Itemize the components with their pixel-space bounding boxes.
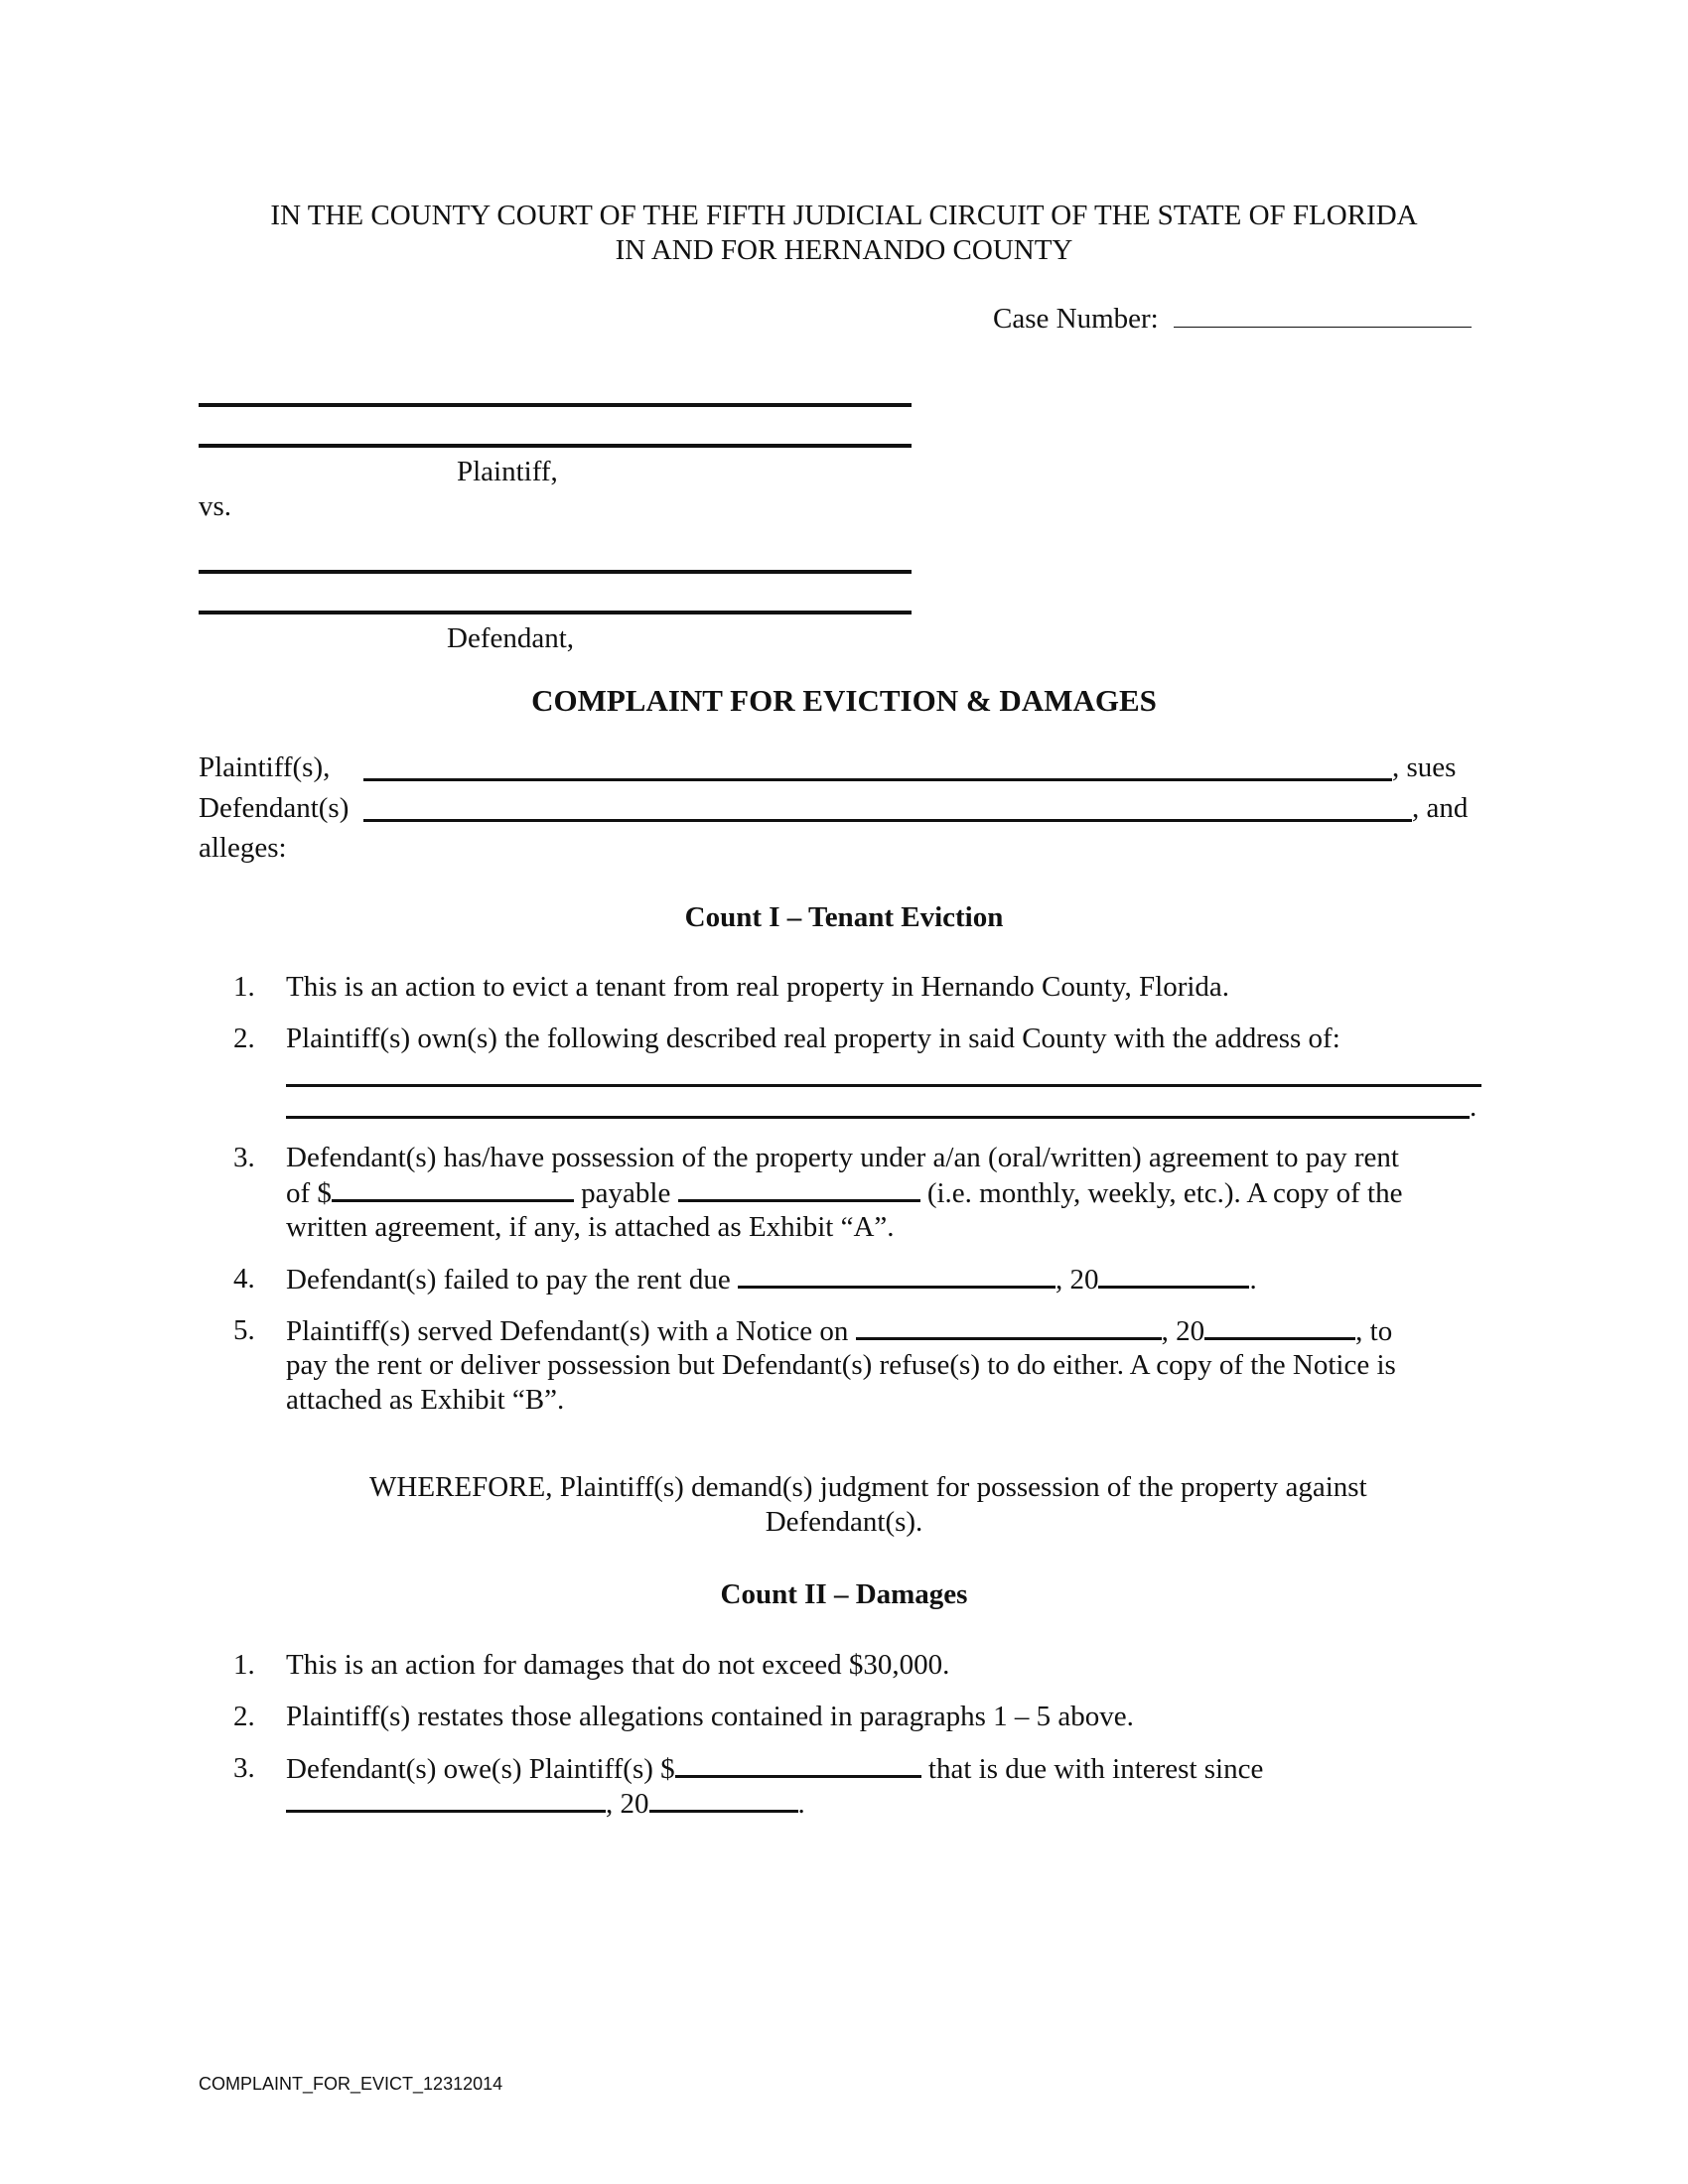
rent-due-year-prefix: , 20 [1055,1264,1099,1296]
damages-amount-label: Defendant(s) owe(s) Plaintiff(s) $ [286,1753,675,1785]
rent-due-label: Defendant(s) failed to pay the rent due [286,1264,738,1296]
notice-year-prefix: , 20 [1161,1315,1205,1347]
defendant-name-line-1[interactable] [199,570,912,574]
wherefore-line1: WHEREFORE, Plaintiff(s) demand(s) judgment for possession of the property against [369,1471,1367,1503]
rent-due-year-field[interactable] [1098,1262,1249,1289]
count2-item2-number: 2. [233,1701,255,1732]
rent-frequency-field[interactable] [678,1175,920,1202]
rent-due-period: . [1249,1264,1257,1296]
notice-date-field[interactable] [856,1313,1162,1340]
address-line-1[interactable] [286,1084,1481,1087]
vs-label: vs. [199,490,232,522]
court-heading-line1: IN THE COUNTY COURT OF THE FIFTH JUDICIAL CIRCUIT OF THE STATE OF FLORIDA [270,200,1418,231]
count1-item2-text: Plaintiff(s) own(s) the following described real property in said County with the address of: [286,1023,1340,1054]
rent-amount-field[interactable] [332,1175,574,1202]
count1-item5-line3: attached as Exhibit “B”. [286,1384,565,1416]
intro-and: , and [1412,792,1469,824]
interest-period: . [797,1788,805,1820]
count1-item2-number: 2. [233,1023,255,1054]
address-end-period: . [1470,1091,1477,1123]
case-number [993,302,1472,336]
intro-plaintiffs-label: Plaintiff(s), [199,751,331,783]
rent-due-date-field[interactable] [738,1262,1055,1289]
interest-year-prefix: , 20 [606,1788,649,1820]
interest-date-field[interactable] [286,1786,606,1813]
count1-item5-number: 5. [233,1314,255,1346]
case-number-field[interactable] [1174,303,1472,328]
count1-item3-line2 [286,1175,1403,1210]
interest-since-label: that is due with interest since [920,1753,1264,1785]
interest-year-field[interactable] [649,1786,798,1813]
count2-item1-text: This is an action for damages that do not exceed $30,000. [286,1649,950,1681]
count1-item3-number: 3. [233,1142,255,1173]
intro-plaintiffs-field[interactable] [363,778,1392,781]
defendant-name-line-2[interactable] [199,611,912,614]
notice-year-field[interactable] [1204,1313,1355,1340]
plaintiff-name-line-1[interactable] [199,403,912,407]
count1-item5-line1 [286,1313,1392,1348]
intro-alleges: alleges: [199,832,287,864]
court-heading-line2: IN AND FOR HERNANDO COUNTY [615,234,1073,266]
frequency-note: (i.e. monthly, weekly, etc.). A copy of the [919,1177,1403,1209]
damages-amount-field[interactable] [675,1751,921,1778]
document-title: COMPLAINT FOR EVICTION & DAMAGES [531,683,1157,718]
intro-defendants-field[interactable] [363,819,1412,822]
form-id-footer: COMPLAINT_FOR_EVICT_12312014 [199,2074,503,2094]
count1-item1-text: This is an action to evict a tenant from real property in Hernando County, Florida. [286,971,1230,1003]
count2-item2-text: Plaintiff(s) restates those allegations contained in paragraphs 1 – 5 above. [286,1701,1134,1732]
count2-item3-number: 3. [233,1752,255,1784]
address-line-2[interactable] [286,1116,1470,1119]
notice-label: Plaintiff(s) served Defendant(s) with a Notice on [286,1315,856,1347]
count1-item1-number: 1. [233,971,255,1003]
count2-item3-line2 [286,1786,805,1821]
count2-item3-line1 [286,1751,1263,1786]
count1-item4-number: 4. [233,1263,255,1295]
rent-currency-label: of $ [286,1177,332,1209]
defendant-label: Defendant, [447,622,575,654]
count1-item3-line1: Defendant(s) has/have possession of the property under a/an (oral/written) agreement to pay rent [286,1142,1399,1173]
intro-defendants-label: Defendant(s) [199,792,350,824]
notice-to: , to [1355,1315,1393,1347]
count2-heading: Count II – Damages [720,1578,968,1610]
intro-sues: , sues [1392,751,1457,783]
plaintiff-label: Plaintiff, [457,456,558,487]
case-number-label: Case Number: [993,303,1159,335]
count1-item5-line2: pay the rent or deliver possession but Defendant(s) refuse(s) to do either. A copy of the Notice is [286,1349,1396,1381]
count1-heading: Count I – Tenant Eviction [684,901,1004,933]
payable-label: payable [573,1177,678,1209]
wherefore-line2: Defendant(s). [765,1506,923,1538]
plaintiff-name-line-2[interactable] [199,444,912,448]
count1-item3-line3: written agreement, if any, is attached as Exhibit “A”. [286,1211,895,1243]
count1-item4-text [286,1262,1257,1297]
count2-item1-number: 1. [233,1649,255,1681]
